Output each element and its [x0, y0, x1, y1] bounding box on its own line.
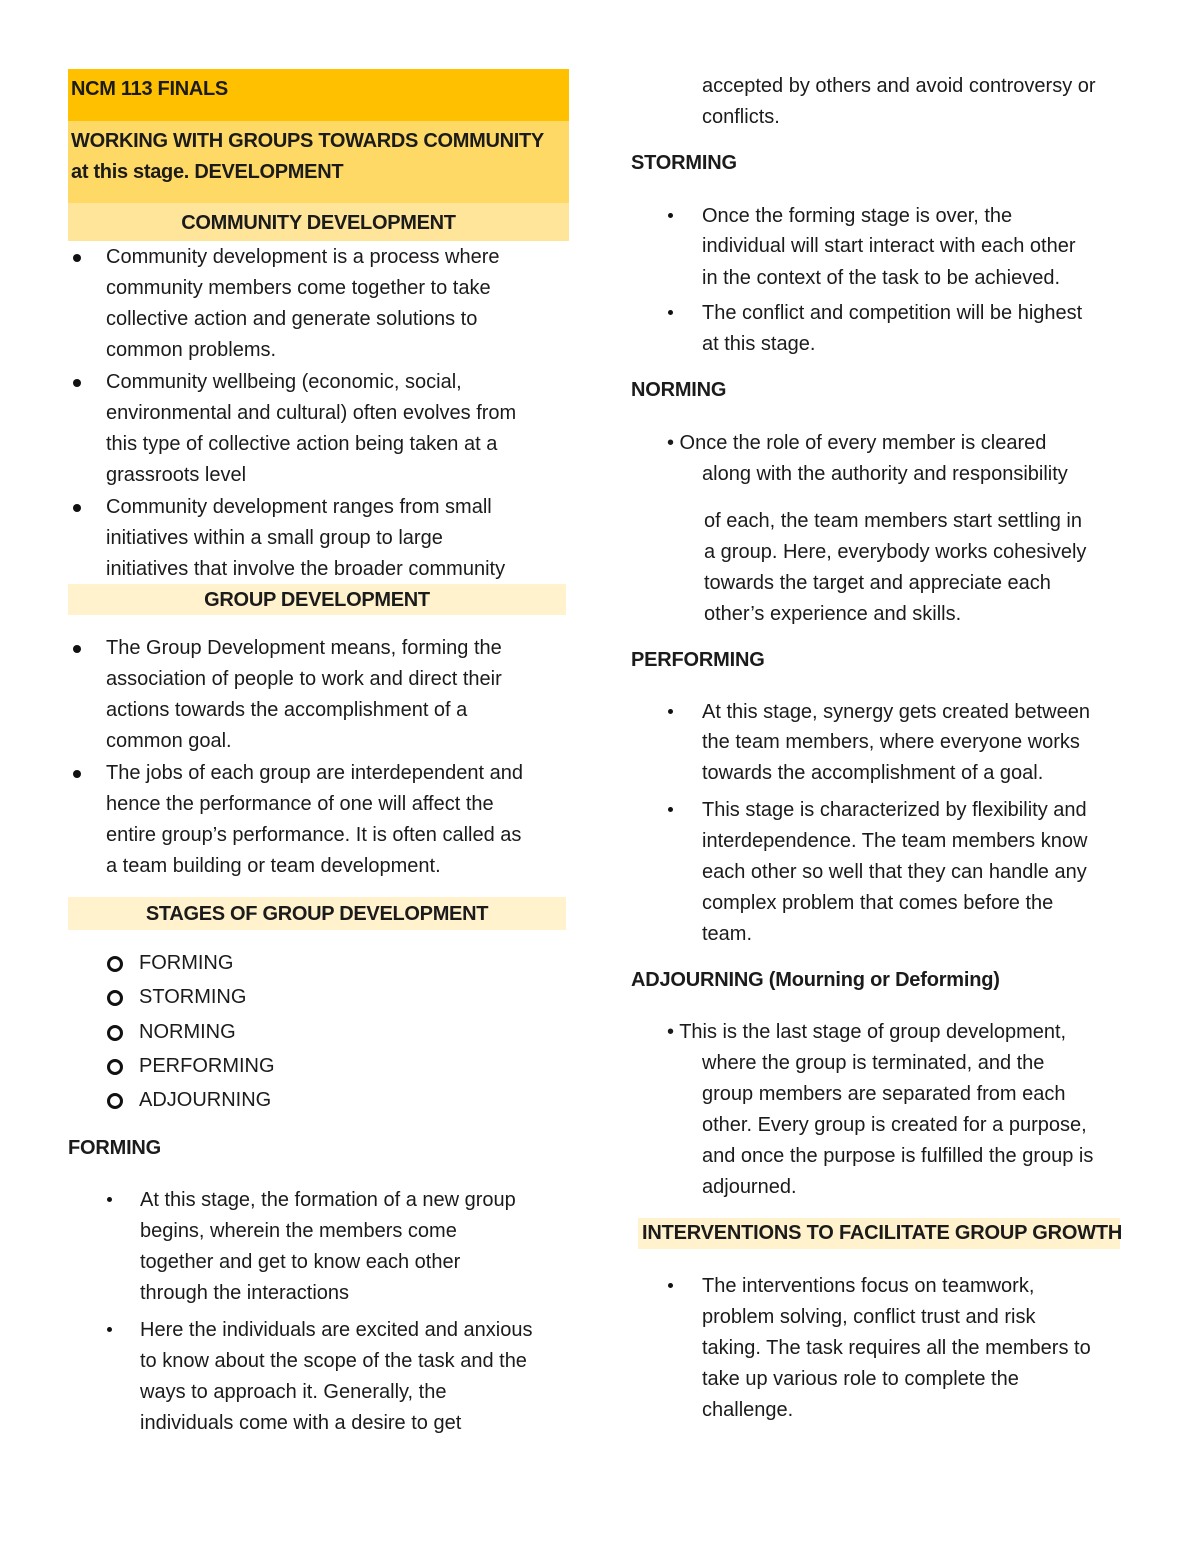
stage-item: NORMING	[139, 1021, 236, 1043]
bullet-dot	[73, 645, 81, 653]
hollow-bullet-icon	[107, 990, 123, 1006]
topic-line-1: WORKING WITH GROUPS TOWARDS COMMUNITY	[71, 130, 544, 152]
hollow-bullet-icon	[107, 1025, 123, 1041]
document-page: NCM 113 FINALS WORKING WITH GROUPS TOWARDS COMMUNITY at this stage. DEVELOPMENT COMMUNITY DEVELOPMENT Community development is a process where community members come together to take collective action and generate solutions to common problems. Community wellbeing (economic, social, environmental and cultural) often evolves from this type of collective action being taken at a grassroots level Community development ranges from small initiatives within a small group to large initiatives that involve the broader community GROUP DEVELOPMENT The Group Development means, forming the association of people to work and direct their actions towards the accomplishment of a common goal. The jobs of each group are interdependent and hence the performance of one will affect the entire group’s performance. It is often called as a team building or team development. STAGES OF GROUP DEVELOPMENT FORMING STORMING NORMING PERFORMING ADJOURNING FORMING At this stage, the formation of a new group begins, wherein the members come together and get to know each other through the interactions Here the individuals are excited and anxious to know about the scope of the task and the ways to approach it. Generally, the individuals come with a desire to get accepted by others and avoid controversy or conflicts. STORMING Once the forming stage is over, the individual will start interact with each other in the context of the task to be achieved. The conflict and competition will be highest at this stage. NORMING • Once the role of every member is cleared along with the authority and responsibility of each, the team members start settling in a group. Here, everybody works cohesively towards the target and appreciate each other’s experience and skills. PERFORMING At this stage, synergy gets created between the team members, where everyone works towards the accomplishment of a goal. This stage is characterized by flexibility and interdependence. The team members know each other so well that they can handle any complex problem that comes before the team. ADJOURNING (Mourning or Deforming) • This is the last stage of group development, where the group is terminated, and the group members are separated from each other. Every group is created for a purpose, and once the purpose is fulfilled the group is adjourned. INTERVENTIONS TO FACILITATE GROUP GROWTH The interventions focus on teamwork, problem solving, conflict trust and risk taking. The task requires all the members to take up various role to complete the challenge.	[0, 0, 1200, 1553]
adjourning-first-line: • This is the last stage of group development,	[667, 1021, 1067, 1043]
bullet-dot	[107, 1327, 112, 1332]
stages-heading: STAGES OF GROUP DEVELOPMENT	[145, 903, 489, 925]
topic-line-2: at this stage. DEVELOPMENT	[71, 161, 344, 183]
bullet-dot	[73, 254, 81, 262]
bullet-dot	[107, 1197, 112, 1202]
bullet-dot	[668, 807, 673, 812]
bullet-dot	[73, 504, 81, 512]
bullet-dot	[73, 770, 81, 778]
interventions-heading: INTERVENTIONS TO FACILITATE GROUP GROWTH	[642, 1222, 1123, 1244]
bullet-dot	[668, 709, 673, 714]
norming-second-line: along with the authority and responsibility	[702, 463, 1068, 485]
stage-item: FORMING	[139, 952, 234, 974]
forming-heading: FORMING	[68, 1137, 162, 1159]
performing-heading: PERFORMING	[631, 649, 765, 671]
storming-heading: STORMING	[631, 152, 737, 174]
hollow-bullet-icon	[107, 956, 123, 972]
group-heading: GROUP DEVELOPMENT	[204, 589, 430, 611]
adjourning-heading: ADJOURNING (Mourning or Deforming)	[631, 969, 1000, 991]
stage-item: PERFORMING	[139, 1055, 275, 1077]
norming-first-line: • Once the role of every member is cleared	[667, 432, 1047, 454]
bullet-dot	[668, 1283, 673, 1288]
community-heading: COMMUNITY DEVELOPMENT	[181, 212, 456, 234]
norming-heading: NORMING	[631, 379, 727, 401]
bullet-dot	[668, 213, 673, 218]
course-title: NCM 113 FINALS	[71, 78, 228, 100]
hollow-bullet-icon	[107, 1059, 123, 1075]
bullet-dot	[668, 310, 673, 315]
stage-item: ADJOURNING	[139, 1089, 272, 1111]
bullet-dot	[73, 379, 81, 387]
hollow-bullet-icon	[107, 1093, 123, 1109]
stage-item: STORMING	[139, 986, 247, 1008]
